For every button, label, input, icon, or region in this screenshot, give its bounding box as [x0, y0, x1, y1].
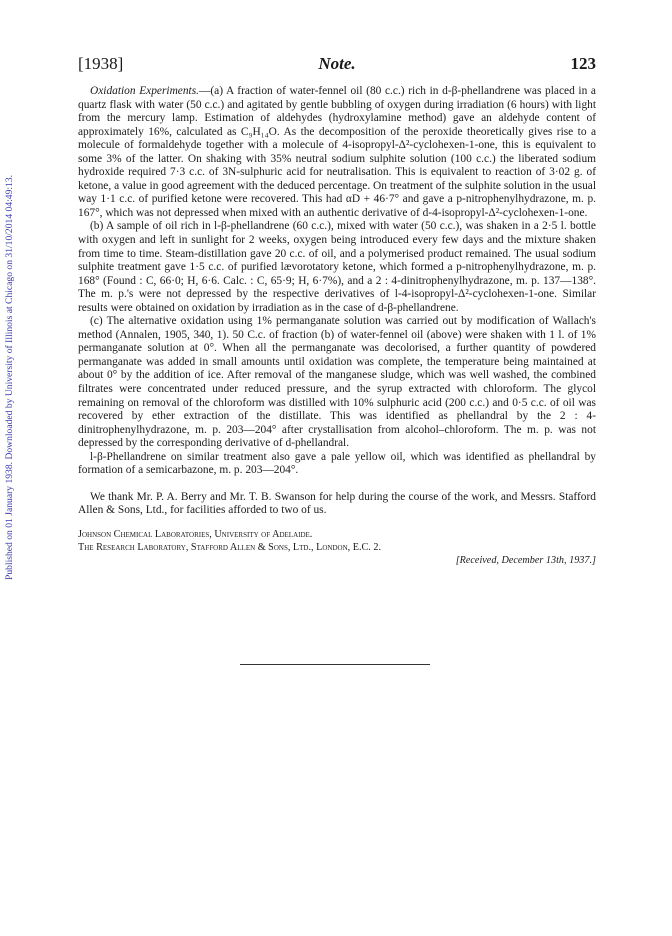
header-year: [1938] — [78, 54, 124, 73]
article-body — [78, 85, 596, 567]
publication-watermark: Published on 01 January 1938. Downloaded by University of Illinois at Chicago on 31/10/2014 04:49:13. — [4, 174, 15, 580]
page-number: 123 — [570, 54, 596, 73]
page-header — [78, 54, 596, 76]
paragraph-a-text: —(a) A fraction of water-fennel oil (80 c.c.) rich in d-β-phellandrene was placed in a quartz flask with water (50 c.c.) and agitated by gentle bubbling of oxygen during irradiation (6 hours) with light from the mercury lamp. Estimation of aldehydes (hydroxylamine method) gave an aldehyde content of approximately 16%, calculated as C₉H₁₄O. As the decomposition of the peroxide theoretically gives rise to a molecule of formaldehyde together with a molecule of 4-isopropyl-Δ²-cyclohexen-1-one, this is equivalent to some 3% of the latter. On shaking with 35% neutral sodium sulphite solution (100 c.c.) the liberated sodium hydroxide required 7·3 c.c. of 3N-sulphuric acid for neutralisation. This is equivalent to reaction of 3·02 g. of ketone, a value in good agreement with the deduced percentage. On treatment of the sulphite solution in the usual way 1·1 c.c. of purified ketone were recovered. This had αD + 46·7° and gave a p-nitrophenylhydrazone, m. p. 167°, which was not depressed when mixed with an authentic derivative of d-4-isopropyl-Δ²-cyclohexen-1-one. — [78, 85, 596, 219]
affiliation-adelaide: Johnson Chemical Laboratories, University of Adelaide. — [78, 528, 313, 540]
side-note — [2, 130, 18, 580]
received-date: [Received, December 13th, 1937.] — [455, 554, 596, 566]
end-rule — [240, 664, 430, 665]
paragraph-b: (b) A sample of oil rich in l-β-phellandrene (60 c.c.), mixed with water (50 c.c.), was shaken in a 2·5 l. bottle with oxygen and left in sunlight for 2 weeks, oxygen being introduced every few days and the mixture shaken from time to time. Steam-distillation gave 20 c.c. of oil, and a polymerised product remained. The usual sodium sulphite treatment gave 1·5 c.c. of purified lævorotatory ketone, which formed a p-nitrophenylhydrazone, m. p. 168° (Found : C, 66·0; H, 6·6. Calc. : C, 65·9; H, 6·7%), and a 2 : 4-dinitrophenylhydrazone, m. p. 137—138°. The m. p.'s were not depressed by the respective derivatives of l-4-isopropyl-Δ²-cyclohexen-1-one. Similar results were obtained on oxidation by irradiation as in the case of d-β-phellandrene. — [78, 220, 596, 314]
affiliation-stafford-allen: The Research Laboratory, Stafford Allen & Sons, Ltd., London, E.C. 2. — [78, 541, 382, 553]
paragraph-a-heading: Oxidation Experiments. — [90, 85, 199, 97]
header-title: Note. — [318, 54, 356, 73]
paragraph-l-phellandrene: l-β-Phellandrene on similar treatment also gave a pale yellow oil, which was identified as phellandral by formation of a semicarbazone, m. p. 203—204°. — [78, 450, 596, 477]
affiliations — [78, 528, 596, 567]
paragraph-c: (c) The alternative oxidation using 1% permanganate solution was carried out by modification of Wallach's method (Annalen, 1905, 340, 1). 50 C.c. of fraction (b) of water-fennel oil (above) were shaken with 1 l. of 1% permanganate solution at 0°. When all the permanganate was decolorised, a further quantity of powdered permanganate was added in small amounts until oxidation was complete, the temperature being maintained at about 0° by the addition of ice. After removal of the manganese sludge, which was well washed, the combined filtrates were concentrated under reduced pressure, and the syrup extracted with chloroform. The glycol remaining on removal of the chloroform was distilled with 10% sulphuric acid (200 c.c.) and 0·5 c.c. of oil was recovered by ether extraction of the distillate. This was identified as phellandral by the 2 : 4-dinitrophenylhydrazone, m. p. 203—204° after crystallisation from alcohol–chloroform. The m. p. was not depressed by the corresponding derivative of d-phellandral. — [78, 315, 596, 450]
paragraph-a — [78, 85, 596, 220]
acknowledgement: We thank Mr. P. A. Berry and Mr. T. B. Swanson for help during the course of the work, and Messrs. Stafford Allen & Sons, Ltd., for facilities afforded to two of us. — [78, 490, 596, 517]
